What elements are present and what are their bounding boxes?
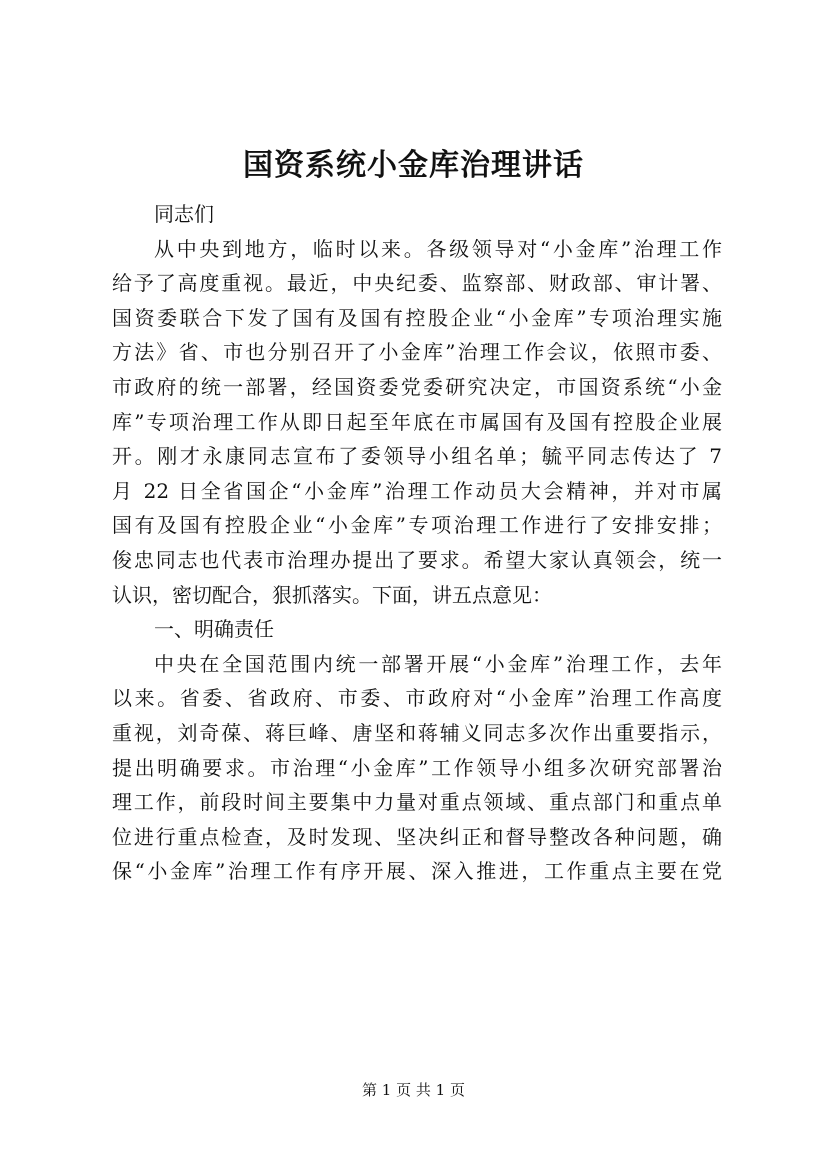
document-title: 国资系统小金库治理讲话: [243, 148, 584, 183]
paragraph-line: 提出明确要求。市治理“小金库”工作领导小组多次研究部署治: [112, 755, 722, 780]
section-heading: 一、明确责任: [154, 617, 274, 642]
paragraph-line: 方法》省、市也分别召开了小金库”治理工作会议，依照市委、: [112, 340, 722, 365]
paragraph-line: 给予了高度重视。最近，中央纪委、监察部、财政部、审计署、: [112, 271, 722, 296]
paragraph-line: 国资委联合下发了国有及国有控股企业“小金库”专项治理实施: [112, 305, 722, 330]
paragraph-line: 位进行重点检查，及时发现、坚决纠正和督导整改各种问题，确: [112, 824, 722, 849]
paragraph-line: 认识，密切配合，狠抓落实。下面，讲五点意见：: [112, 582, 552, 607]
paragraph-line: 开。刚才永康同志宣布了委领导小组名单；毓平同志传达了 7: [112, 444, 722, 469]
paragraph-line: 月 22 日全省国企“小金库”治理工作动员大会精神，并对市属: [112, 478, 722, 503]
paragraph-line: 重视，刘奇葆、蒋巨峰、唐坚和蒋辅义同志多次作出重要指示，: [112, 720, 722, 745]
paragraph-line: 俊忠同志也代表市治理办提出了要求。希望大家认真领会，统一: [112, 547, 722, 572]
salutation: 同志们: [154, 202, 214, 226]
paragraph-line: 从中央到地方，临时以来。各级领导对“小金库”治理工作: [154, 236, 722, 261]
paragraph-line: 市政府的统一部署，经国资委党委研究决定，市国资系统“小金: [112, 374, 722, 399]
paragraph-line: 理工作，前段时间主要集中力量对重点领域、重点部门和重点单: [112, 790, 722, 815]
document-body: [112, 197, 722, 889]
paragraph-line: 以来。省委、省政府、市委、市政府对“小金库”治理工作高度: [112, 686, 722, 711]
paragraph-line: 库”专项治理工作从即日起至年底在市属国有及国有控股企业展: [112, 409, 722, 434]
page-number: 第 1 页 共 1 页: [362, 1081, 465, 1099]
paragraph-line: 国有及国有控股企业“小金库”专项治理工作进行了安排安排；: [112, 513, 722, 538]
paragraph-line: 中央在全国范围内统一部署开展“小金库”治理工作，去年: [154, 651, 722, 676]
paragraph-line: 保“小金库”治理工作有序开展、深入推进，工作重点主要在党: [112, 859, 722, 884]
